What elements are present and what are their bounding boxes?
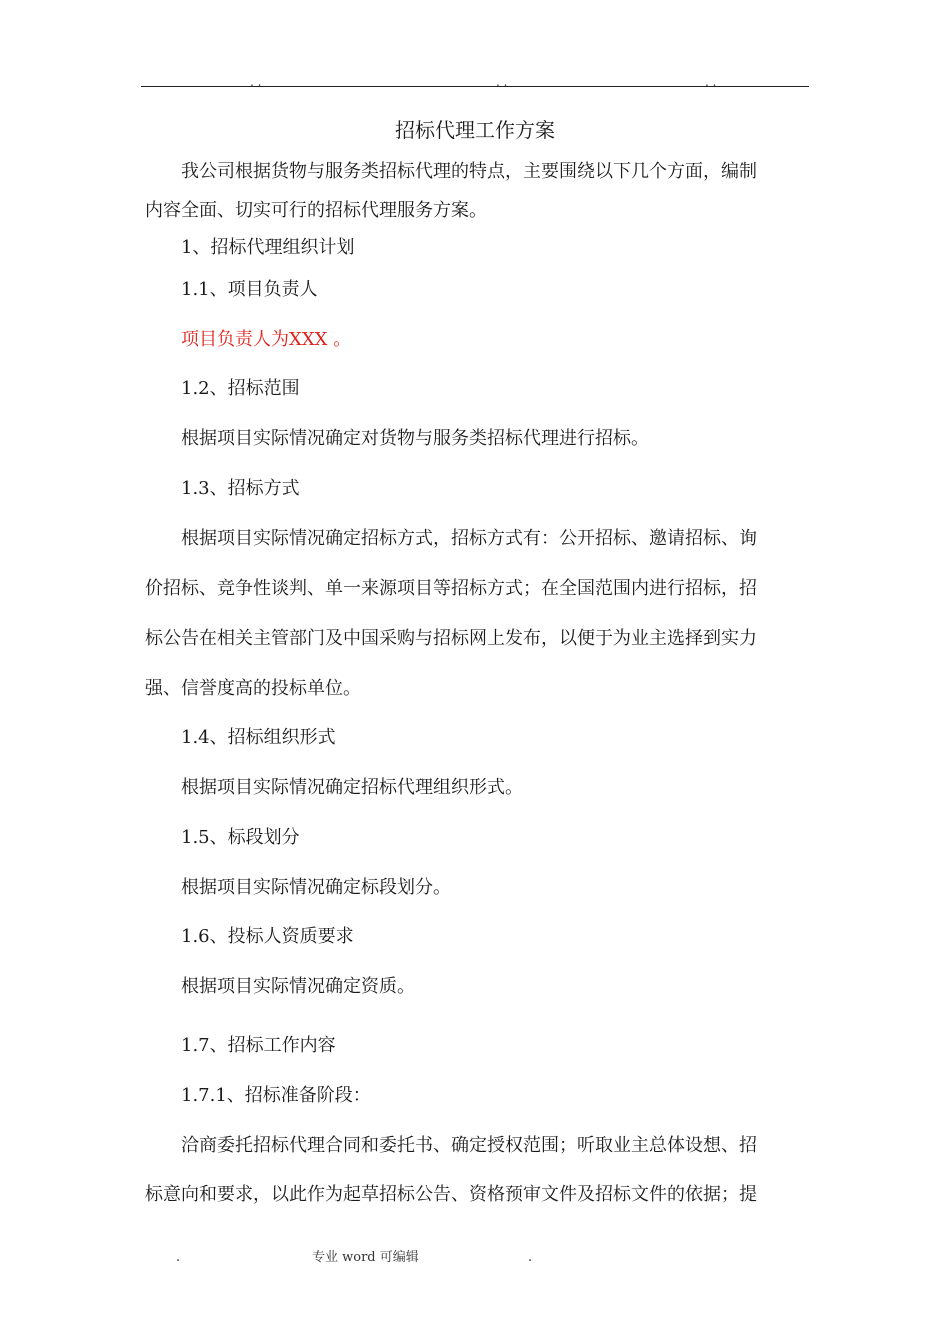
paragraph-line: 根据项目实际情况确定资质。 — [145, 976, 415, 997]
document-title: 招标代理工作方案 — [395, 118, 555, 142]
footer-dot-left: . — [176, 1250, 181, 1265]
section-heading-1: 1、招标代理组织计划 — [145, 237, 355, 258]
header-dots-left: . . — [250, 75, 262, 89]
header-dots-center: . . — [496, 75, 508, 89]
highlighted-note: 项目负责人为XXX 。 — [145, 329, 352, 350]
section-heading-1-7: 1.7、招标工作内容 — [145, 1035, 336, 1056]
header-dots-right: . . — [705, 75, 717, 89]
section-heading-1-6: 1.6、投标人资质要求 — [145, 926, 354, 947]
section-heading-1-7-1: 1.7.1、招标准备阶段： — [145, 1085, 371, 1106]
section-heading-1-2: 1.2、招标范围 — [145, 378, 300, 399]
footer-text: 专业 word 可编辑 — [312, 1250, 419, 1265]
paragraph-line: 根据项目实际情况确定对货物与服务类招标代理进行招标。 — [145, 428, 649, 449]
section-heading-1-1: 1.1、项目负责人 — [145, 279, 318, 300]
section-heading-1-5: 1.5、标段划分 — [145, 827, 300, 848]
paragraph-line: 我公司根据货物与服务类招标代理的特点，主要围绕以下几个方面，编制 — [145, 161, 757, 182]
paragraph-line: 内容全面、切实可行的招标代理服务方案。 — [145, 200, 487, 221]
footer-dot-right: . — [528, 1250, 533, 1265]
paragraph-line: 标意向和要求，以此作为起草招标公告、资格预审文件及招标文件的依据；提 — [145, 1184, 757, 1205]
paragraph-line: 强、信誉度高的投标单位。 — [145, 678, 361, 699]
paragraph-line: 价招标、竞争性谈判、单一来源项目等招标方式；在全国范围内进行招标，招 — [145, 578, 757, 599]
paragraph-line: 根据项目实际情况确定招标方式，招标方式有：公开招标、邀请招标、询 — [145, 528, 757, 549]
section-heading-1-3: 1.3、招标方式 — [145, 478, 300, 499]
section-heading-1-4: 1.4、招标组织形式 — [145, 727, 336, 748]
paragraph-line: 根据项目实际情况确定招标代理组织形式。 — [145, 777, 523, 798]
paragraph-line: 根据项目实际情况确定标段划分。 — [145, 877, 451, 898]
paragraph-line: 洽商委托招标代理合同和委托书、确定授权范围；听取业主总体设想、招 — [145, 1135, 757, 1156]
paragraph-line: 标公告在相关主管部门及中国采购与招标网上发布，以便于为业主选择到实力 — [145, 628, 757, 649]
